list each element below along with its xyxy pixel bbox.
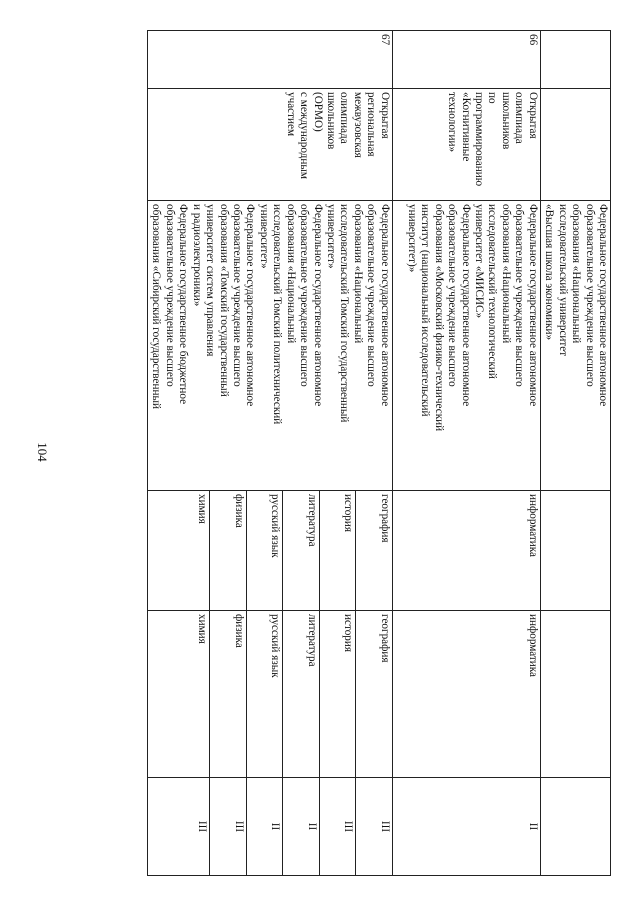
subject-cell: физика (209, 611, 246, 778)
rotated-table-container (96, 30, 611, 875)
subject-cell (540, 611, 610, 778)
subject-cell: русский язык (246, 611, 283, 778)
page-number: 104 (35, 442, 50, 462)
subject-cell: история (319, 611, 356, 778)
level-cell: III (209, 778, 246, 876)
profile-cell (540, 491, 610, 611)
name-cell (540, 89, 610, 201)
profile-cell: история (319, 491, 356, 611)
organizer-cell: Федеральное государственное автономное образовательное учреждение высшего образования «Национальный исследовательский технологический университет «МИСИС» Федеральное государственное автономное образовательное учреждение высшего образования «Московский физико-технический институт (национальный исследовательский университет)» (392, 201, 540, 491)
table-row-continuation (540, 31, 610, 876)
number-cell: 66 (392, 31, 540, 89)
profile-cell: химия (147, 491, 209, 611)
number-cell (540, 31, 610, 89)
profile-cell: литература (283, 491, 320, 611)
profile-cell: география (356, 491, 393, 611)
olympiad-table (147, 30, 611, 876)
name-cell: Открытая региональная межвузовская олимпиада школьников (ОРМО) с международным участием (147, 89, 392, 201)
name-cell: Открытая олимпиада школьников по программированию «Когнитивные технологии» (392, 89, 540, 201)
level-cell: III (319, 778, 356, 876)
page (96, 30, 611, 875)
subject-cell: литература (283, 611, 320, 778)
subject-cell: химия (147, 611, 209, 778)
profile-cell: информатика (392, 491, 540, 611)
level-cell (540, 778, 610, 876)
level-cell: III (147, 778, 209, 876)
organizer-cell: Федеральное государственное автономное образовательное учреждение высшего образования «Национальный исследовательский Томский государственный университет» Федеральное государственное автономное образовательное учреждение высшего образования «Национальный исследовательский Томский политехнический университет» Федеральное государственное автономное образовательное учреждение высшего образования «Томский государственный университет систем управления и радиоэлектроники» Федеральное государственное бюджетное образовательное учреждение высшего образования «Сибирский государственный (147, 201, 392, 491)
level-cell: II (246, 778, 283, 876)
level-cell: III (356, 778, 393, 876)
number-cell: 67 (147, 31, 392, 89)
level-cell: II (392, 778, 540, 876)
subject-cell: география (356, 611, 393, 778)
profile-cell: физика (209, 491, 246, 611)
level-cell: II (283, 778, 320, 876)
subject-cell: информатика (392, 611, 540, 778)
table-row-67 (356, 31, 393, 876)
table-row-66 (392, 31, 540, 876)
organizer-cell: Федеральное государственное автономное образовательное учреждение высшего образования «Национальный исследовательский университет «Высшая школа экономики» (540, 201, 610, 491)
profile-cell: русский язык (246, 491, 283, 611)
